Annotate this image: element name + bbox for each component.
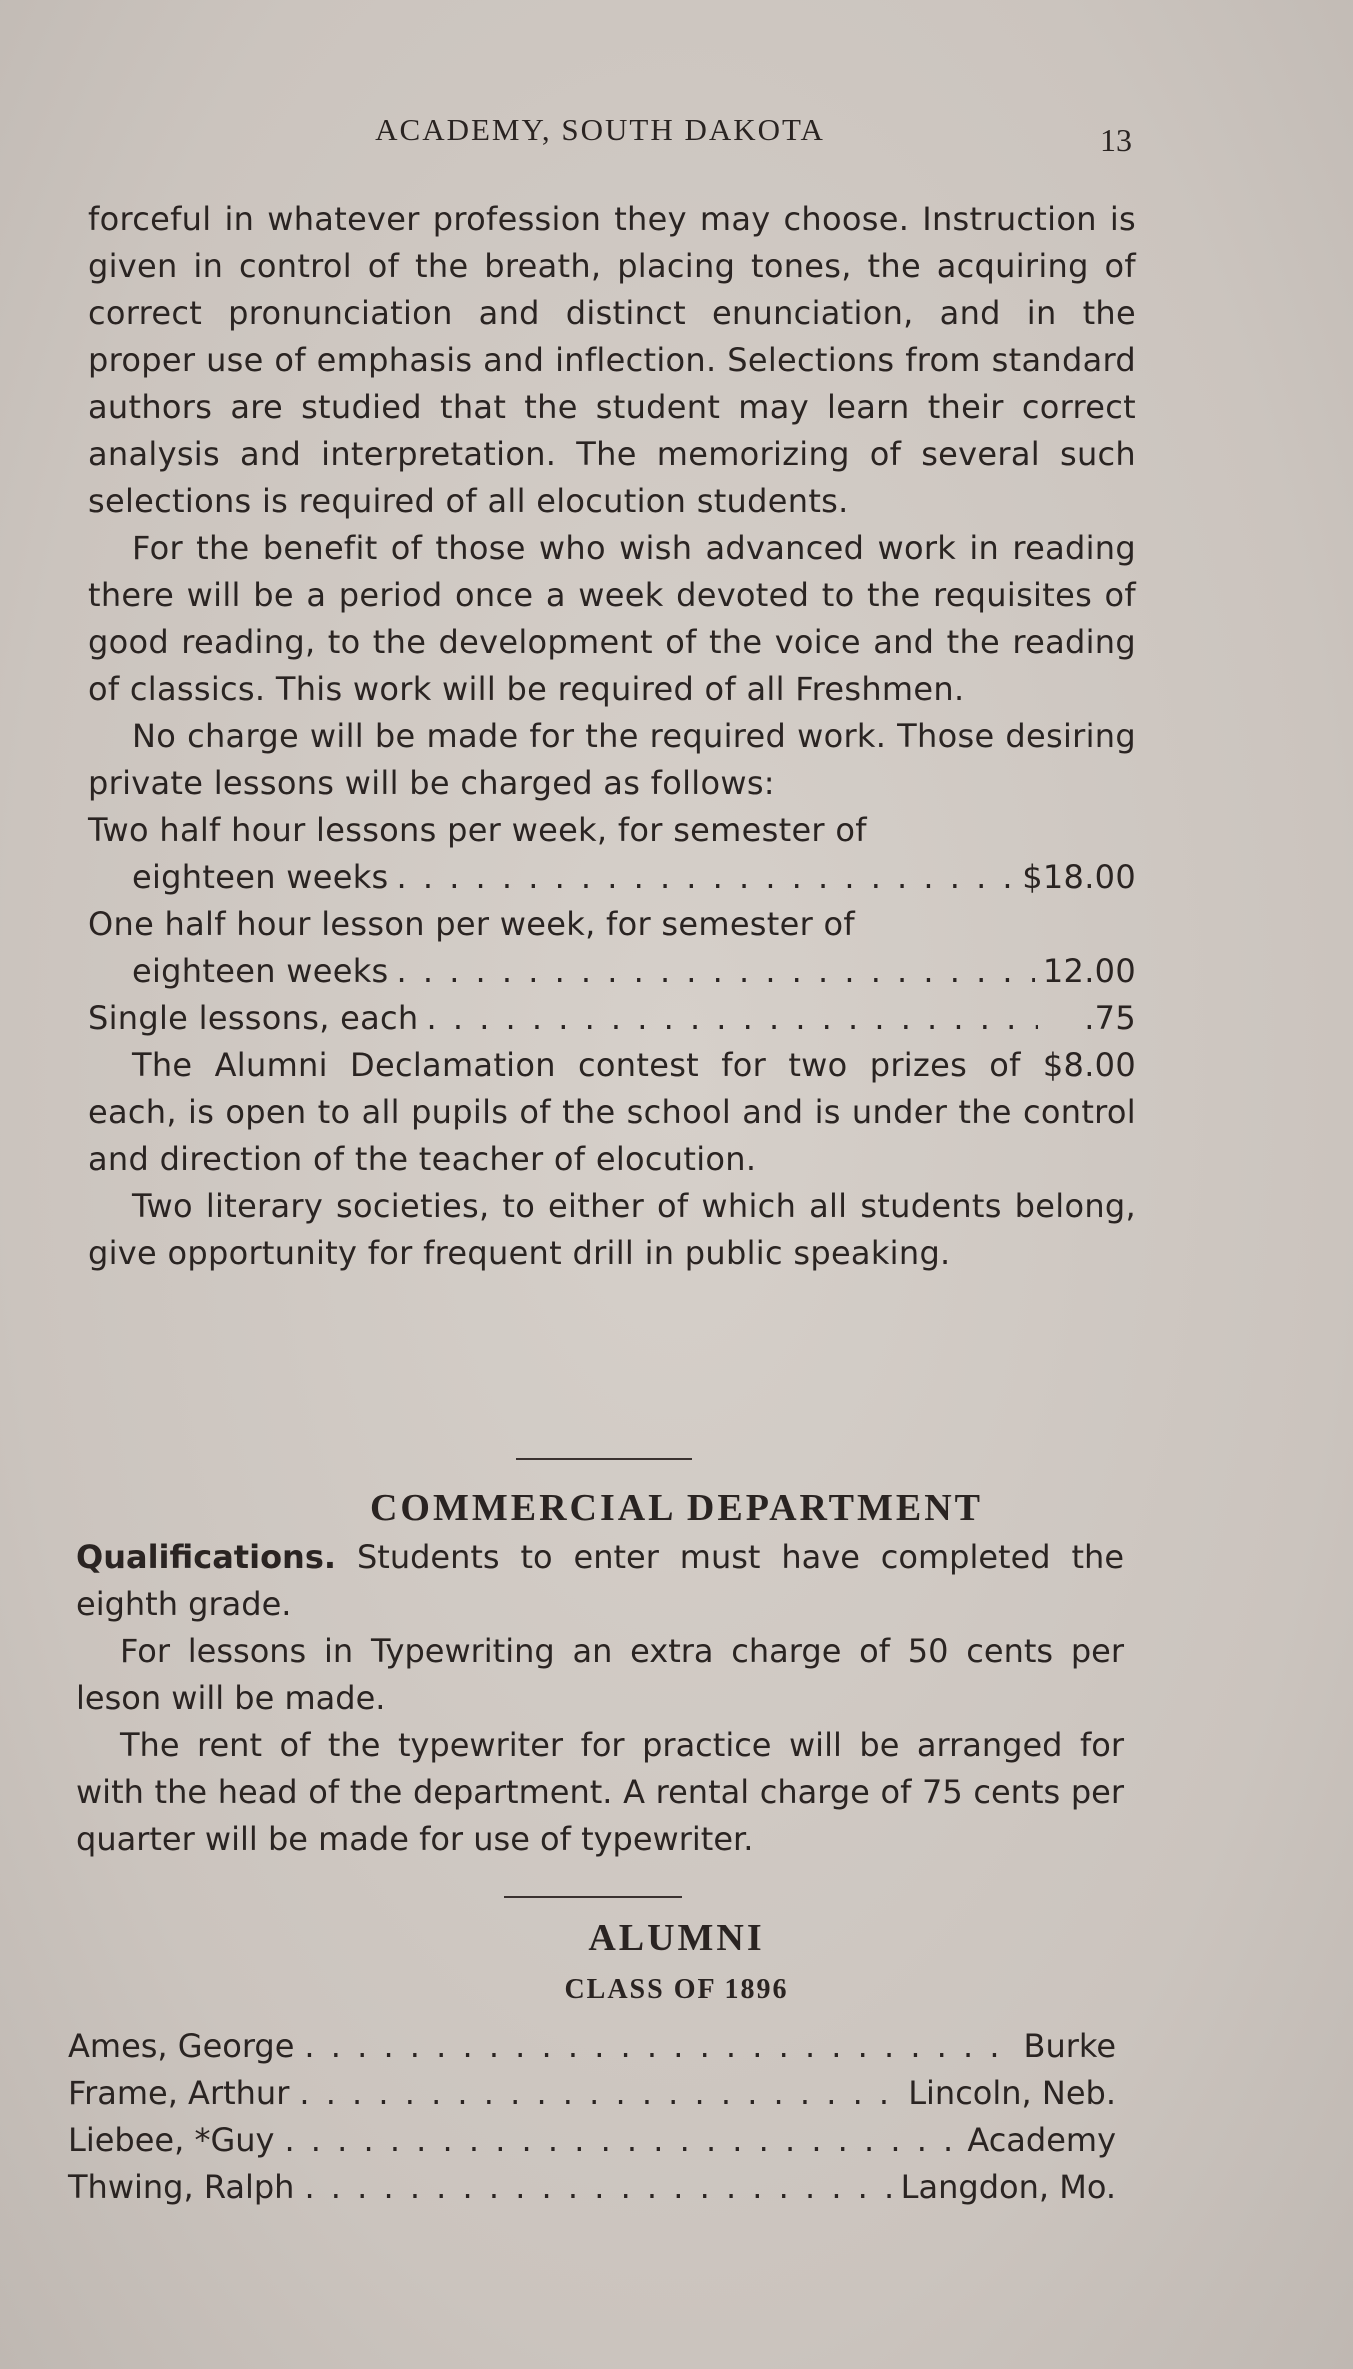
alumnus-place: Lincoln, Neb. [908,2074,1116,2112]
fee-item-amount: .75 [1084,999,1136,1037]
dot-leader [427,995,1038,1042]
fee-item-label-line2: eighteen weeks [132,858,389,896]
alumnus-place: Langdon, Mo. [900,2168,1116,2206]
elocution-paragraph-1: forceful in whatever profession they may choose. Instruction is given in control of the breath, placing tones, the acquiring of correct pronunciation and distinct enunciation, and in the proper use of emphasis and inflection. Selections from standard authors are studied that the student may learn their correct analysis and interpretation. The memorizing of several such selections is required of all elocution students. [88,200,1136,520]
alumnus-name: Thwing, Ralph [68,2168,295,2206]
commercial-paragraph-1: For lessons in Typewriting an extra charge of 50 cents per leson will be made. [76,1632,1124,1717]
commercial-department-title: COMMERCIAL DEPARTMENT [369,1487,984,1529]
qualifications-text: Students to enter must have completed the eighth grade. [76,1538,1125,1623]
fee-item-label: Single lessons, each [88,999,419,1037]
fee-schedule [88,807,1136,1042]
elocution-paragraph-3: No charge will be made for the required work. Those desiring private lessons will be charged as follows: [88,717,1136,802]
dot-leader [397,948,1035,995]
fee-item-label-line1: Two half hour lessons per week, for semester of [88,811,867,849]
list-item [68,2023,1116,2070]
running-head: ACADEMY, SOUTH DAKOTA [375,112,825,147]
fee-item [88,995,1136,1042]
section-divider [516,1458,692,1460]
alumni-list [68,2023,1116,2211]
alumnus-name: Frame, Arthur [68,2074,290,2112]
fee-item [88,901,1136,995]
list-item [68,2117,1116,2164]
fee-item-label-line2: eighteen weeks [132,952,389,990]
list-item [68,2070,1116,2117]
dot-leader [397,854,1015,901]
fee-item-amount: 12.00 [1042,952,1136,990]
dot-leader [304,2164,890,2211]
section-divider [504,1896,682,1898]
list-item [68,2164,1116,2211]
fee-item-label-line1: One half hour lesson per week, for semester of [88,905,855,943]
alumnus-name: Liebee, *Guy [68,2121,275,2159]
commercial-paragraph-2: The rent of the typewriter for practice will be arranged for with the head of the department. A rental charge of 75 cents per quarter will be made for use of typewriter. [76,1726,1124,1858]
fee-item-amount: $18.00 [1022,858,1136,896]
dot-leader [304,2023,1013,2070]
page-number: 13 [1100,122,1132,158]
dot-leader [284,2117,957,2164]
qualifications-paragraph [76,1534,1124,1628]
elocution-paragraph-5: Two literary societies, to either of which all students belong, give opportunity for frequent drill in public speaking. [88,1187,1136,1272]
elocution-section [88,196,1136,1277]
commercial-section [76,1534,1124,1863]
class-year-title: CLASS OF 1896 [564,1974,789,2005]
qualifications-label: Qualifications. [76,1538,337,1576]
alumnus-name: Ames, George [68,2027,295,2065]
elocution-paragraph-4: The Alumni Declamation contest for two prizes of $8.00 each, is open to all pupils of the school and is under the control and direction of the teacher of elocution. [88,1046,1136,1178]
alumni-title: ALUMNI [588,1917,765,1959]
alumnus-place: Burke [1023,2027,1116,2065]
elocution-paragraph-2: For the benefit of those who wish advanced work in reading there will be a period once a week devoted to the requisites of good reading, to the development of the voice and the reading of classics. This work will be required of all Freshmen. [88,529,1136,708]
dot-leader [299,2070,898,2117]
alumnus-place: Academy [967,2121,1116,2159]
fee-item [88,807,1136,901]
